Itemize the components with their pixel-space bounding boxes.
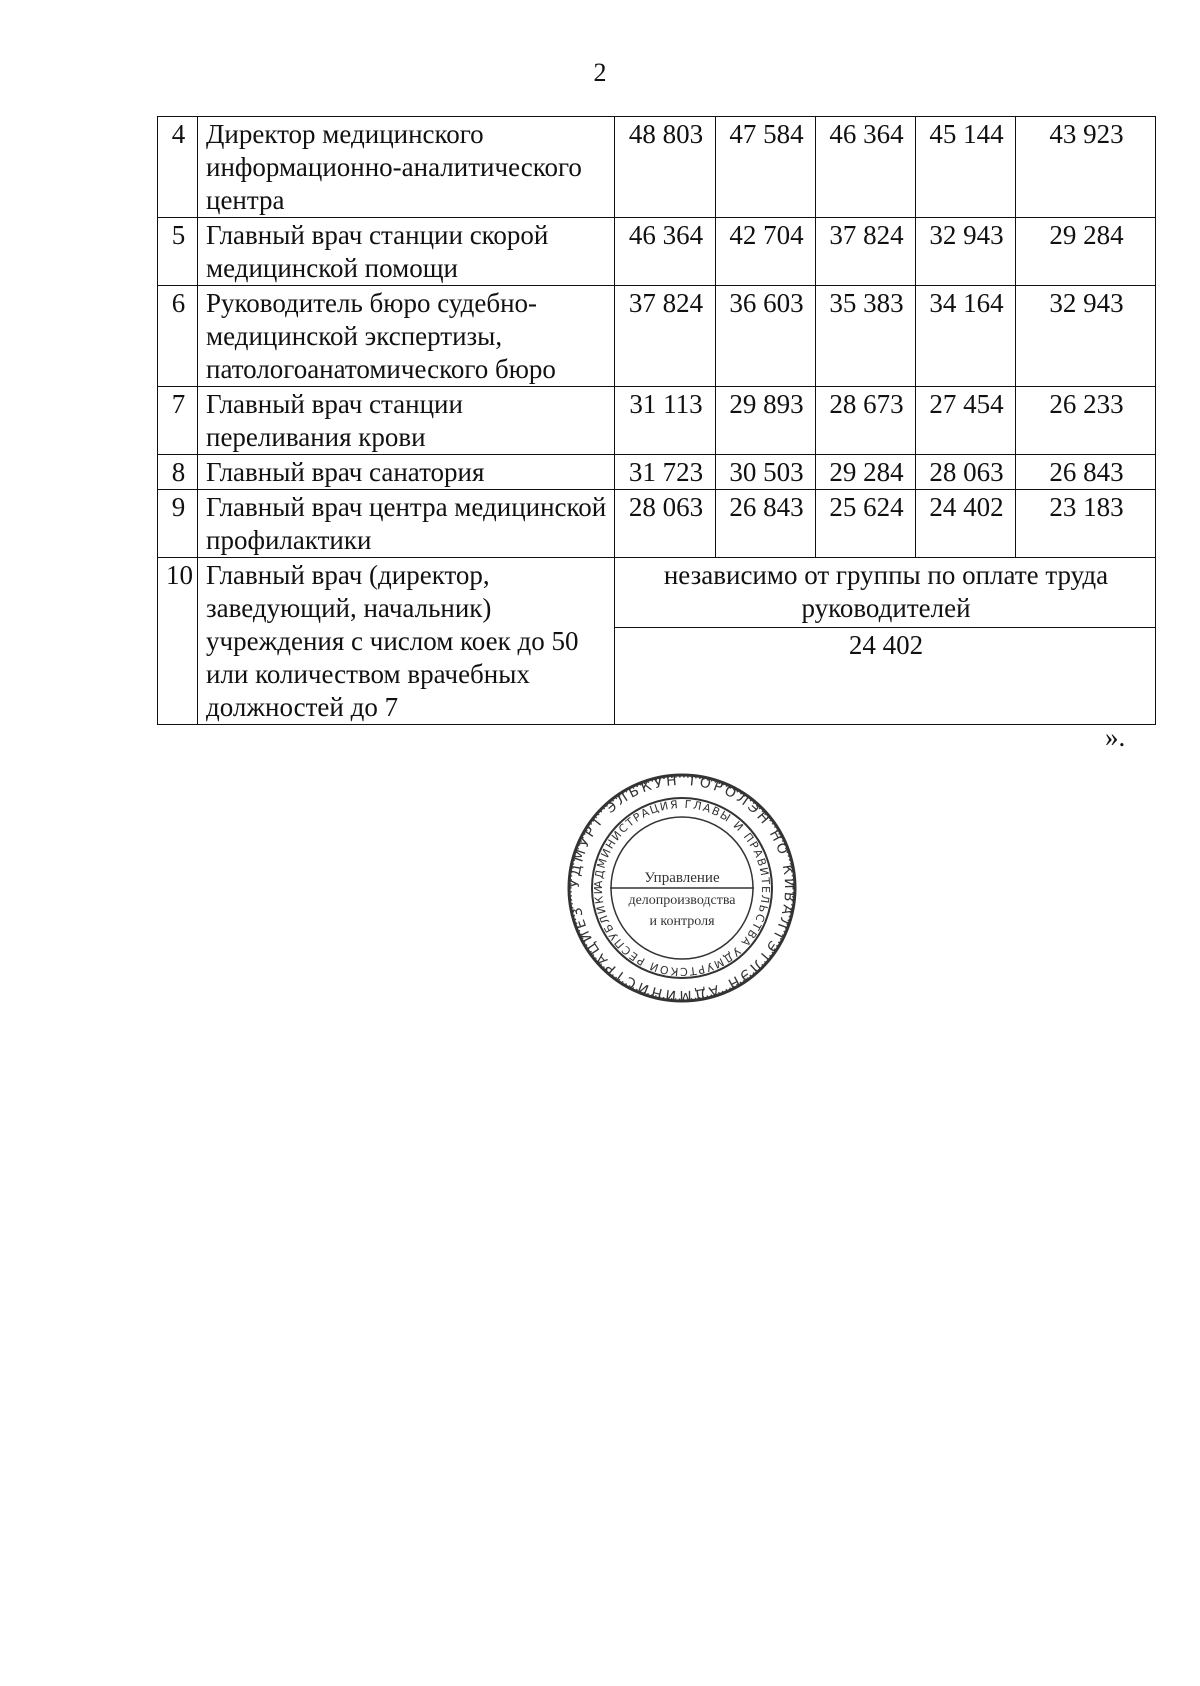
seal-inner-text-path: АДМИНИСТРАЦИЯ ГЛАВЫ И ПРАВИТЕЛЬСТВА УДМУРТСКОЙ РЕСПУБЛИКИ: [591, 797, 773, 979]
salary-value: 29 284: [1016, 218, 1156, 286]
table-row: [158, 490, 1156, 558]
salary-value: 30 503: [716, 455, 816, 490]
table-row: [158, 117, 1156, 218]
salary-value: 42 704: [716, 218, 816, 286]
position-name: Главный врач станции скорой медицинской помощи: [198, 218, 615, 286]
salary-value: 29 284: [816, 455, 916, 490]
row-number: 5: [158, 218, 198, 286]
salary-value: 28 063: [916, 455, 1016, 490]
salary-value: 43 923: [1016, 117, 1156, 218]
salary-value: 36 603: [716, 286, 816, 387]
table-row: [158, 286, 1156, 387]
seal-graphic: [566, 772, 798, 1004]
position-name: Руководитель бюро судебно-медицинской экспертизы, патологоанатомического бюро: [198, 286, 615, 387]
salary-value: 26 233: [1016, 387, 1156, 455]
table-row: [158, 387, 1156, 455]
salary-value: 31 113: [615, 387, 716, 455]
salary-value: 28 063: [615, 490, 716, 558]
salary-value: 46 364: [816, 117, 916, 218]
row-number: 7: [158, 387, 198, 455]
salary-value: 47 584: [716, 117, 816, 218]
salary-value: 31 723: [615, 455, 716, 490]
salary-value: 26 843: [1016, 455, 1156, 490]
salary-value: 26 843: [716, 490, 816, 558]
row-number: 10: [158, 558, 198, 725]
salary-value: 48 803: [615, 117, 716, 218]
page-number: 2: [593, 58, 607, 87]
official-seal: [566, 772, 798, 1004]
salary-value: 46 364: [615, 218, 716, 286]
position-name: Главный врач санатория: [198, 455, 615, 490]
salary-value: 28 673: [816, 387, 916, 455]
seal-center-line: делопроизводства: [628, 893, 736, 908]
table-row: [158, 455, 1156, 490]
salary-table: [157, 116, 1156, 725]
salary-value: 23 183: [1016, 490, 1156, 558]
position-name: Главный врач центра медицинской профилактики: [198, 490, 615, 558]
salary-value: 32 943: [916, 218, 1016, 286]
row-number: 8: [158, 455, 198, 490]
salary-value: 27 454: [916, 387, 1016, 455]
table-row: [158, 558, 1156, 628]
salary-value: 37 824: [816, 218, 916, 286]
salary-value: 35 383: [816, 286, 916, 387]
row-number: 9: [158, 490, 198, 558]
table-row: [158, 218, 1156, 286]
position-name: Директор медицинского информационно-аналитического центра: [198, 117, 615, 218]
position-name: Главный врач (директор, заведующий, начальник) учреждения с числом коек до 50 или количеством врачебных должностей до 7: [198, 558, 615, 725]
salary-note: независимо от группы по оплате труда руководителей: [615, 558, 1156, 628]
row-number: 4: [158, 117, 198, 218]
salary-value: 37 824: [615, 286, 716, 387]
salary-value: 24 402: [615, 628, 1156, 725]
salary-value: 24 402: [916, 490, 1016, 558]
seal-outer-text-path: УДМУРТ ЭЛЬКУН ТОРОЛЭН НО КИВАЛТЭТЛЭН АДМИНИСТРАЦИЕЗ: [566, 772, 798, 1004]
seal-center-line: и контроля: [649, 914, 715, 929]
seal-center-line: Управление: [644, 870, 720, 886]
salary-value: 25 624: [816, 490, 916, 558]
salary-value: 45 144: [916, 117, 1016, 218]
position-name: Главный врач станции переливания крови: [198, 387, 615, 455]
salary-value: 34 164: [916, 286, 1016, 387]
salary-value: 29 893: [716, 387, 816, 455]
row-number: 6: [158, 286, 198, 387]
closing-quote: ».: [1105, 722, 1126, 752]
salary-value: 32 943: [1016, 286, 1156, 387]
